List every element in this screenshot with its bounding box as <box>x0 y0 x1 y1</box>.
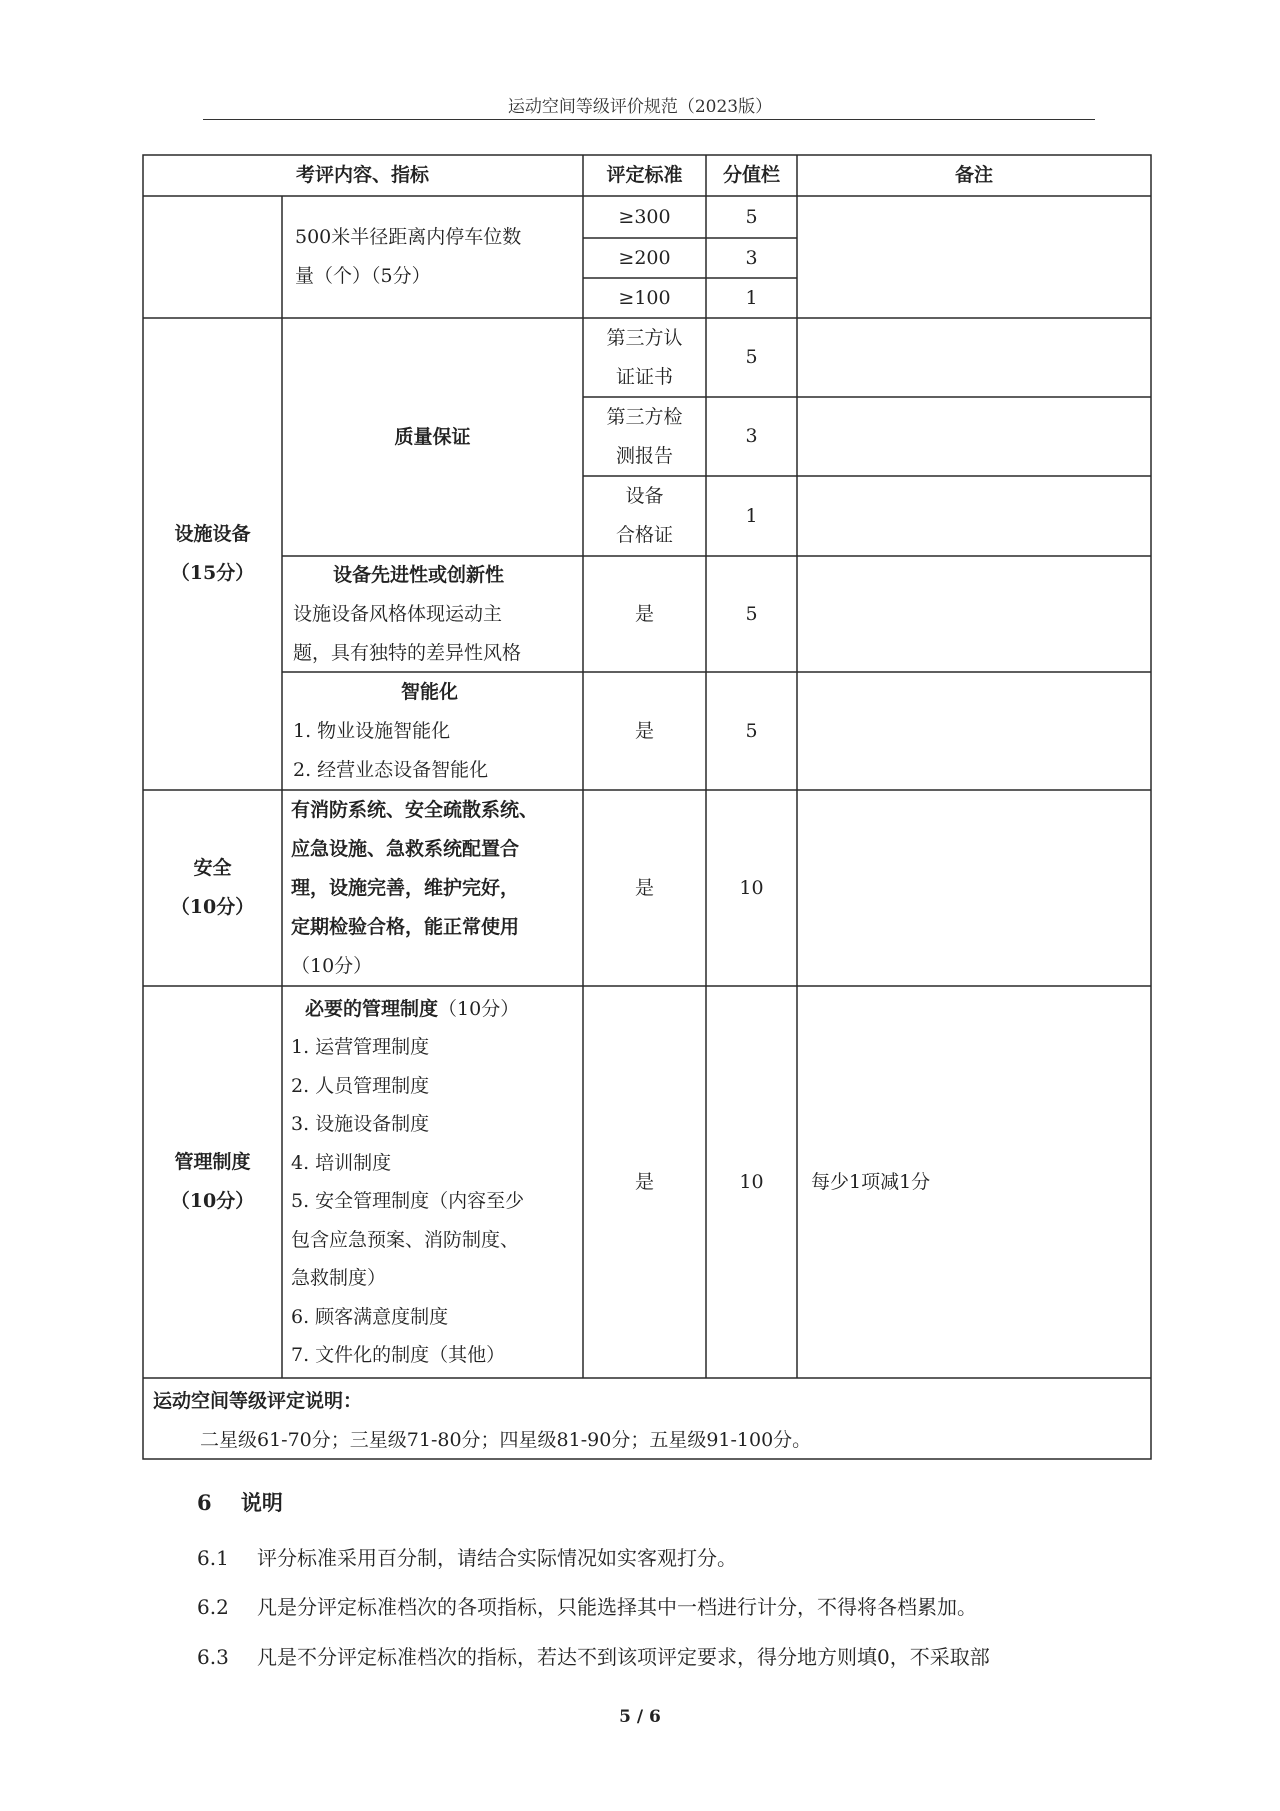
column-header-score: 分值栏 <box>722 164 780 186</box>
management-indicator <box>283 986 583 1378</box>
smart-indicator <box>283 672 583 790</box>
quality-tier-score-3: 1 <box>745 504 758 527</box>
smart-standard: 是 <box>634 719 654 742</box>
parking-tier-score-1: 5 <box>745 205 758 228</box>
management-item-3: 3. 设施设备制度 <box>291 1113 430 1135</box>
quality-assurance-label: 质量保证 <box>394 425 471 448</box>
section-item-6-2-number: 6.2 <box>197 1595 229 1619</box>
section-item-6-1-number: 6.1 <box>197 1546 229 1570</box>
safety-category-title: 安全 <box>193 857 232 879</box>
management-standard: 是 <box>634 1170 654 1193</box>
section-item-6-3-text: 凡是不分评定标准档次的指标，若达不到该项评定要求，得分地方则填0，不采取部 <box>257 1645 990 1669</box>
safety-indicator-line-1: 有消防系统、安全疏散系统、 <box>291 798 539 821</box>
management-item-5-cont-1: 包含应急预案、消防制度、 <box>291 1228 520 1251</box>
quality-tier-standard-1 <box>583 318 706 397</box>
quality-tier-standard-3 <box>583 476 706 556</box>
management-indicator-heading <box>291 990 583 1029</box>
quality-tier-standard-2-line-2: 测报告 <box>615 444 673 467</box>
management-category-points: （10分） <box>170 1190 255 1212</box>
rating-note-text: 二星级61-70分；三星级71-80分；四星级81-90分；五星级91-100分。 <box>200 1429 812 1451</box>
section-title: 说明 <box>240 1490 283 1515</box>
smart-indicator-item-2: 2. 经营业态设备智能化 <box>293 758 489 781</box>
smart-score: 5 <box>745 719 758 742</box>
management-item-5: 5. 安全管理制度（内容至少 <box>291 1190 525 1212</box>
safety-indicator-line-4: 定期检验合格，能正常使用 <box>291 915 520 938</box>
quality-tier-standard-1-line-2: 证证书 <box>615 365 673 388</box>
parking-indicator-line-2: 量（个）（5分） <box>295 265 431 287</box>
management-indicator-title-points: （10分） <box>438 997 520 1020</box>
document-header-title: 运动空间等级评价规范（2023版） <box>507 97 773 117</box>
parking-indicator-line-1: 500米半径距离内停车位数 <box>295 226 522 248</box>
column-header-remark: 备注 <box>954 164 993 186</box>
smart-indicator-item-1: 1. 物业设施智能化 <box>293 719 451 742</box>
management-score: 10 <box>739 1170 764 1193</box>
safety-indicator <box>283 790 583 986</box>
advanced-indicator-title: 设备先进性或创新性 <box>333 563 505 586</box>
rating-note-title: 运动空间等级评定说明： <box>153 1390 363 1412</box>
safety-category <box>143 790 282 986</box>
safety-category-points: （10分） <box>170 896 255 918</box>
quality-tier-standard-2 <box>583 397 706 476</box>
column-header-standard: 评定标准 <box>606 164 683 186</box>
management-category <box>143 986 282 1378</box>
quality-tier-standard-3-line-2: 合格证 <box>615 524 673 546</box>
quality-tier-standard-2-line-1: 第三方检 <box>606 405 683 428</box>
quality-tier-standard-1-line-1: 第三方认 <box>606 326 683 349</box>
section-item-6-1-text: 评分标准采用百分制，请结合实际情况如实客观打分。 <box>257 1546 737 1570</box>
management-remark: 每少1项减1分 <box>811 1170 931 1193</box>
facilities-category-title: 设施设备 <box>174 523 251 545</box>
parking-tier-standard-3: ≥100 <box>618 286 671 309</box>
safety-score: 10 <box>739 876 764 899</box>
parking-tier-standard-1: ≥300 <box>618 205 671 228</box>
management-item-1: 1. 运营管理制度 <box>291 1036 430 1058</box>
management-item-4: 4. 培训制度 <box>291 1151 392 1174</box>
column-header-indicators: 考评内容、指标 <box>295 164 429 186</box>
advanced-indicator-line-1: 设施设备风格体现运动主 <box>293 602 503 625</box>
section-item-6-2-text: 凡是分评定标准档次的各项指标，只能选择其中一档进行计分，不得将各档累加。 <box>257 1595 977 1619</box>
management-item-5-cont-2: 急救制度） <box>291 1267 387 1289</box>
facilities-category <box>143 318 282 790</box>
smart-indicator-title: 智能化 <box>401 680 459 703</box>
management-indicator-title: 必要的管理制度 <box>305 997 439 1020</box>
advanced-standard: 是 <box>634 602 654 625</box>
advanced-indicator <box>283 556 583 672</box>
page-number: 5 / 6 <box>619 1707 661 1727</box>
advanced-indicator-line-2: 题，具有独特的差异性风格 <box>293 641 522 664</box>
management-item-6: 6. 顾客满意度制度 <box>291 1305 449 1328</box>
parking-tier-score-2: 3 <box>745 246 758 269</box>
section-item-6-2 <box>197 1591 977 1620</box>
safety-standard: 是 <box>634 876 654 899</box>
facilities-category-points: （15分） <box>170 562 255 584</box>
quality-tier-score-2: 3 <box>745 425 758 447</box>
safety-indicator-points: （10分） <box>291 954 373 977</box>
safety-indicator-line-2: 应急设施、急救系统配置合 <box>291 837 520 860</box>
section-heading <box>197 1487 283 1517</box>
quality-tier-standard-3-line-1: 设备 <box>625 485 664 507</box>
section-number: 6 <box>197 1490 212 1515</box>
parking-indicator <box>283 196 583 318</box>
section-item-6-3 <box>197 1641 990 1670</box>
section-item-6-3-number: 6.3 <box>197 1645 229 1669</box>
quality-tier-score-1: 5 <box>745 346 758 368</box>
parking-tier-score-3: 1 <box>745 286 758 309</box>
management-item-7: 7. 文件化的制度（其他） <box>291 1344 506 1366</box>
parking-tier-standard-2: ≥200 <box>618 246 671 269</box>
advanced-score: 5 <box>745 602 758 625</box>
management-item-2: 2. 人员管理制度 <box>291 1074 430 1097</box>
safety-indicator-line-3: 理，设施完善，维护完好， <box>291 876 520 899</box>
section-item-6-1 <box>197 1542 737 1571</box>
management-category-title: 管理制度 <box>174 1151 251 1173</box>
